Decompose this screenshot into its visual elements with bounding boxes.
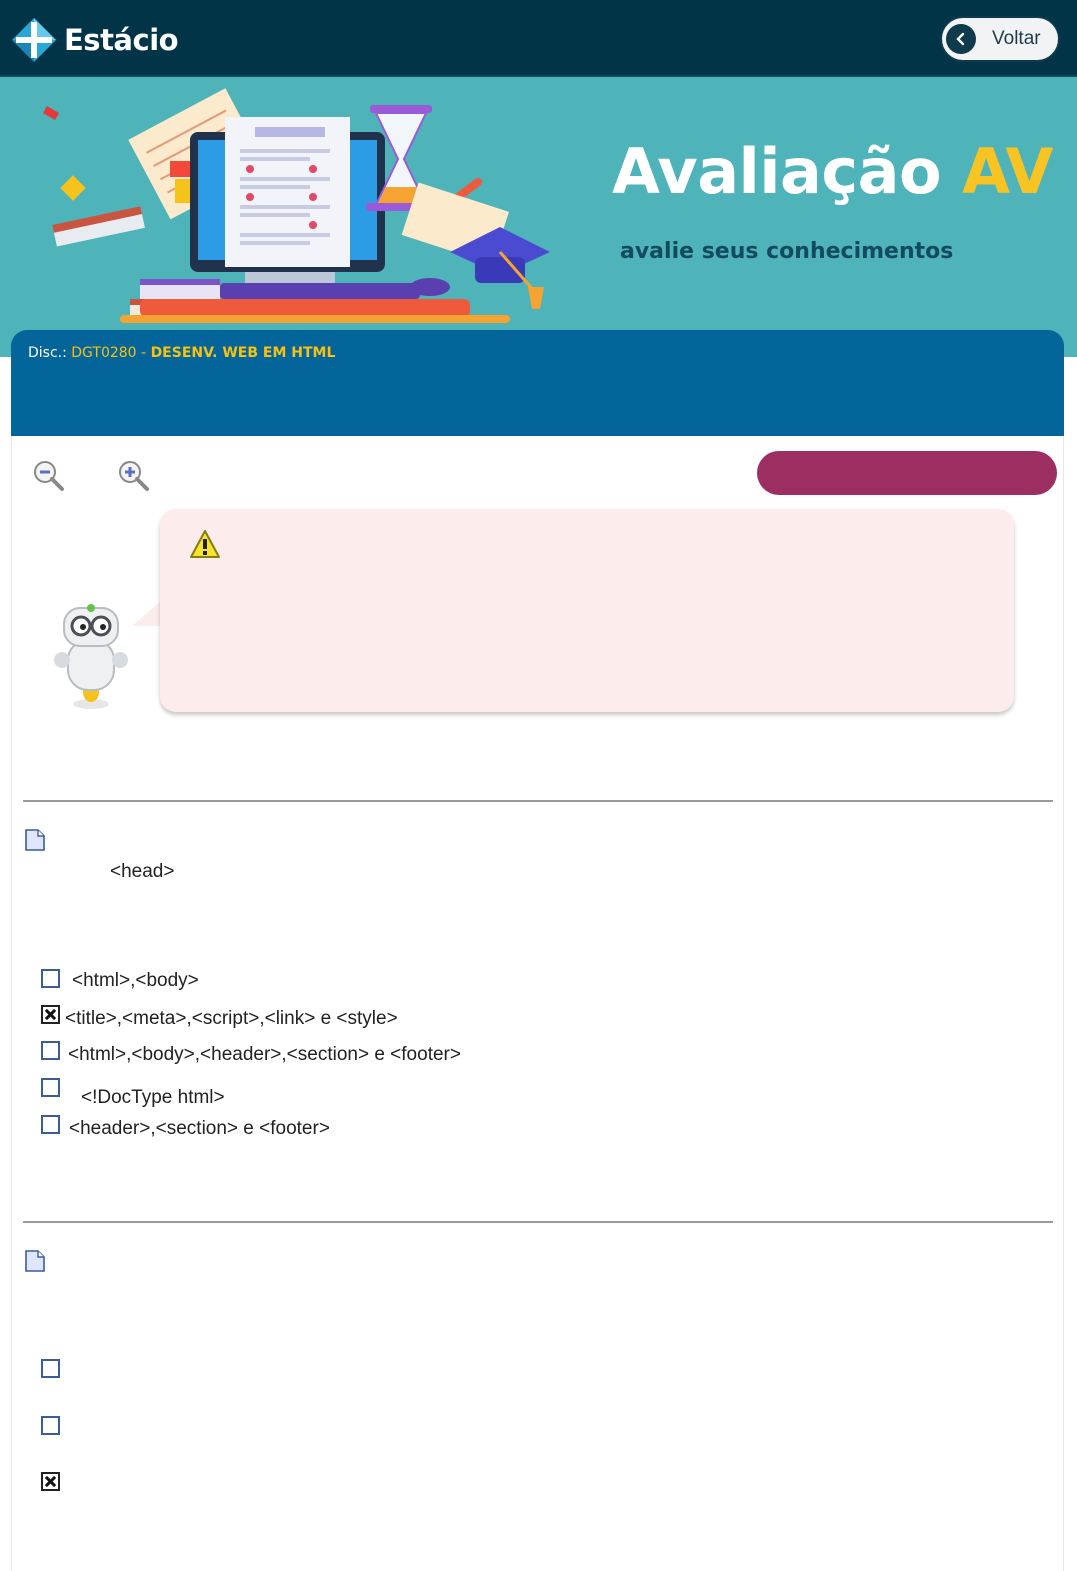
option-checkbox[interactable] (41, 1359, 60, 1378)
document-icon (25, 829, 45, 851)
discipline-line (28, 345, 335, 361)
discipline-name: DESENV. WEB EM HTML (150, 345, 336, 361)
option-checkbox[interactable] (41, 1078, 60, 1097)
warning-icon (189, 529, 221, 559)
study-illustration (30, 87, 570, 327)
question-context-tag: <head> (110, 861, 175, 882)
robot-mascot-icon (48, 600, 134, 712)
zoom-in-icon[interactable] (115, 457, 151, 493)
estacio-logo-icon (10, 16, 58, 64)
discipline-header (11, 330, 1064, 436)
option-checkbox[interactable] (41, 969, 60, 988)
discipline-separator: - (141, 345, 147, 361)
action-button[interactable] (757, 451, 1057, 495)
back-button-label: Voltar (992, 28, 1041, 49)
brand-name: Estácio (64, 23, 179, 57)
chevron-left-icon (946, 24, 976, 54)
hero-banner (0, 77, 1077, 357)
option-checkbox[interactable] (41, 1416, 60, 1435)
title-main: Avaliação (612, 135, 942, 208)
option-checkbox[interactable] (41, 1005, 60, 1024)
option-label: <title>,<meta>,<script>,<link> e <style> (65, 1008, 398, 1029)
option-checkbox[interactable] (41, 1472, 60, 1491)
notice-bubble (160, 509, 1014, 712)
divider (23, 800, 1053, 802)
option-label: <header>,<section> e <footer> (69, 1118, 330, 1139)
speech-bubble-tail (132, 600, 162, 626)
brand-logo[interactable] (10, 16, 178, 64)
discipline-code: DGT0280 (71, 345, 137, 361)
page-subtitle: avalie seus conhecimentos (620, 239, 954, 264)
option-label: <html>,<body>,<header>,<section> e <footer> (68, 1044, 461, 1065)
document-icon (25, 1250, 45, 1272)
title-accent: AV (962, 135, 1053, 208)
option-checkbox[interactable] (41, 1115, 60, 1134)
divider (23, 1221, 1053, 1223)
option-label: <!DocType html> (81, 1087, 225, 1108)
page-title (612, 135, 1053, 208)
back-button[interactable] (940, 16, 1060, 62)
option-label: <html>,<body> (72, 970, 199, 991)
option-checkbox[interactable] (41, 1041, 60, 1060)
discipline-prefix: Disc.: (28, 345, 67, 361)
zoom-out-icon[interactable] (30, 457, 66, 493)
top-bar (0, 0, 1077, 77)
